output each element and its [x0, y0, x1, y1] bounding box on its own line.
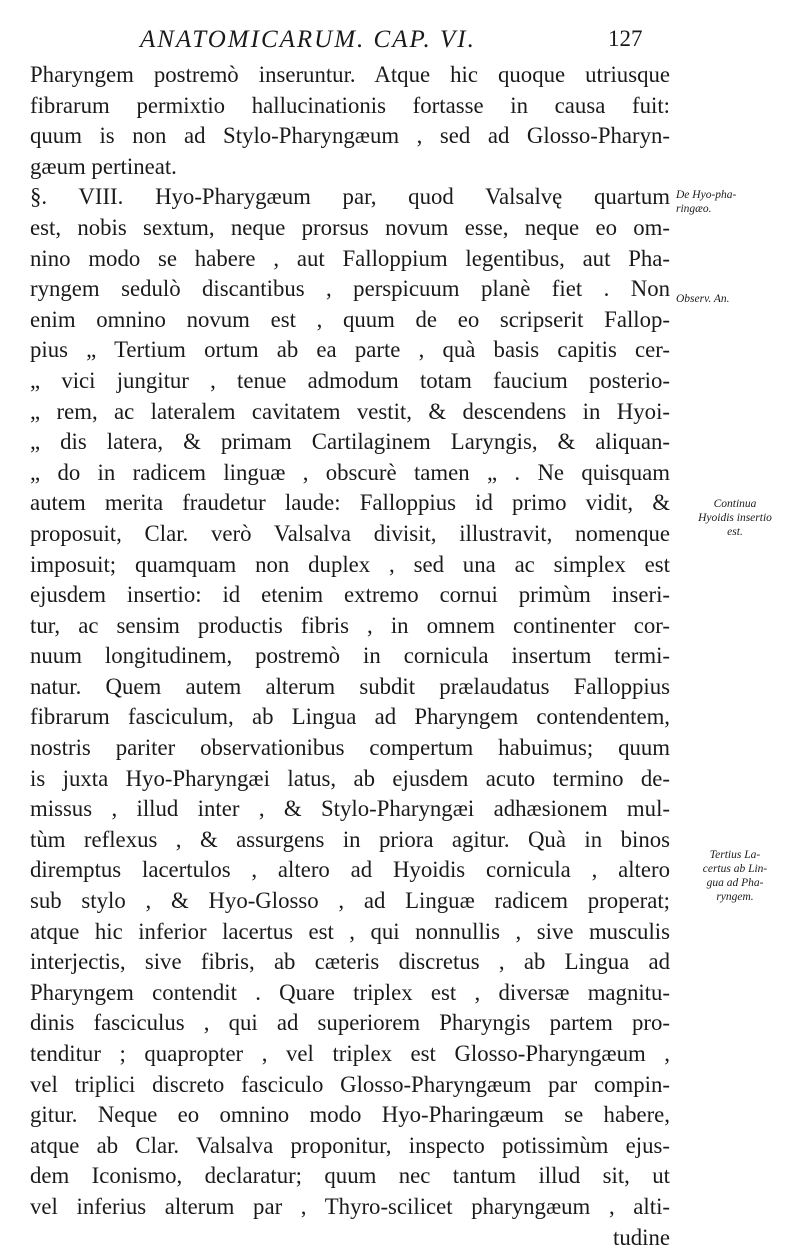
margin-note-observ-an [676, 292, 794, 306]
margin-note-line: gua ad Pha- [706, 877, 764, 889]
text-line: fibrarum permixtio hallucinationis fortasse in causa fuit: [30, 92, 670, 118]
margin-note-line: ringæo. [676, 203, 712, 215]
text-line: fibrarum fasciculum, ab Lingua ad Pharyngem contendentem, [30, 704, 670, 730]
text-line: quum is non ad Stylo-Pharyngæum , sed ad Glosso-Pharyn- [30, 123, 670, 149]
running-title: ANATOMICARUM. CAP. VI. [140, 26, 476, 53]
text-line: missus , illud inter , & Stylo-Pharyngæi adhæsionem mul- [30, 796, 670, 822]
text-line: atque hic inferior lacertus est , qui nonnullis , sive musculis [30, 918, 670, 944]
margin-note-hyo-pharyngaeo [676, 188, 794, 216]
text-line: „ dis latera, & primam Cartilaginem Laryngis, & aliquan- [30, 429, 670, 455]
text-line: „ do in radicem linguæ , obscurè tamen „ . Ne quisquam [30, 459, 670, 485]
running-header [30, 10, 670, 58]
text-line: ejusdem insertio: id etenim extremo cornui primùm inseri- [30, 582, 670, 608]
text-line: autem merita fraudetur laude: Falloppius id primo vidit, & [30, 490, 670, 516]
margin-note-line: Tertius La- [709, 849, 761, 861]
text-line: enim omnino novum est , quum de eo scripserit Fallop- [30, 306, 670, 332]
text-line: sub stylo , & Hyo-Glosso , ad Linguæ radicem properat; [30, 888, 670, 914]
text-line: imposuit; quamquam non duplex , sed una ac simplex est [30, 551, 670, 577]
text-line: est, nobis sextum, neque prorsus novum esse, neque eo om- [30, 214, 670, 240]
text-line: tenditur ; quapropter , vel triplex est Glosso-Pharyngæum , [30, 1041, 670, 1066]
margin-note-line: Hyoidis insertio [698, 512, 772, 524]
text-line: vel triplici discreto fasciculo Glosso-Pharyngæum par compin- [30, 1071, 670, 1097]
text-line: is juxta Hyo-Pharyngæi latus, ab ejusdem acuto termino de- [30, 765, 670, 791]
text-line: vel inferius alterum par , Thyro-scilicet pharyngæum , alti- [30, 1193, 670, 1219]
text-line: dinis fasciculus , qui ad superiorem Pharyngis partem pro- [30, 1010, 670, 1036]
text-line: ryngem sedulò discantibus , perspicuum planè fiet . Non [30, 276, 670, 302]
text-line: tur, ac sensim productis fibris , in omnem continenter cor- [30, 612, 670, 638]
margin-note-continua-insertio [676, 497, 794, 539]
text-line: nuum longitudinem, postremò in cornicula insertum termi- [30, 643, 670, 669]
text-line: tùm reflexus , & assurgens in priora agitur. Quà in binos [30, 826, 670, 852]
margin-note-tertius-lacertus [676, 848, 794, 904]
text-line: „ vici jungitur , tenue admodum totam faucium posterio- [30, 367, 670, 393]
text-line: gitur. Neque eo omnino modo Hyo-Pharingæum se habere, [30, 1102, 670, 1128]
margin-note-line: Continua [713, 498, 757, 510]
margin-note-line: certus ab Lin- [702, 863, 768, 875]
margin-note-line: Observ. An. [676, 293, 730, 305]
margin-note-line: est. [727, 526, 743, 538]
text-line: proposuit, Clar. verò Valsalva divisit, illustravit, nomenque [30, 520, 670, 546]
margin-note-line: ryngem. [716, 891, 754, 903]
text-line: atque ab Clar. Valsalva proponitur, inspecto potissimùm ejus- [30, 1132, 670, 1158]
page-number: 127 [608, 26, 643, 51]
text-line: Pharyngem postremò inseruntur. Atque hic quoque utriusque [30, 62, 670, 87]
text-line: diremptus lacertulos , altero ad Hyoidis cornicula , altero [30, 857, 670, 883]
text-line: dem Iconismo, declaratur; quum nec tantum illud sit, ut [30, 1163, 670, 1189]
text-line: natur. Quem autem alterum subdit prælaudatus Falloppius [30, 673, 670, 699]
text-line: tudine [613, 1224, 670, 1250]
text-line: interjectis, sive fibris, ab cæteris discretus , ab Lingua ad [30, 949, 670, 975]
text-line: nino modo se habere , aut Falloppium legentibus, aut Pha- [30, 245, 670, 271]
text-line: nostris pariter observationibus compertum habuimus; quum [30, 735, 670, 761]
text-line: gæum pertineat. [30, 153, 177, 179]
main-text-block [30, 60, 670, 1253]
text-line: §. VIII. Hyo-Pharygæum par, quod Valsalvę quartum [30, 184, 670, 210]
margin-note-line: De Hyo-pha- [676, 189, 737, 201]
text-line: „ rem, ac lateralem cavitatem vestit, & descendens in Hyoi- [30, 398, 670, 424]
text-line: pius „ Tertium ortum ab ea parte , quà basis capitis cer- [30, 337, 670, 363]
text-line: Pharyngem contendit . Quare triplex est , diversæ magnitu- [30, 979, 670, 1005]
